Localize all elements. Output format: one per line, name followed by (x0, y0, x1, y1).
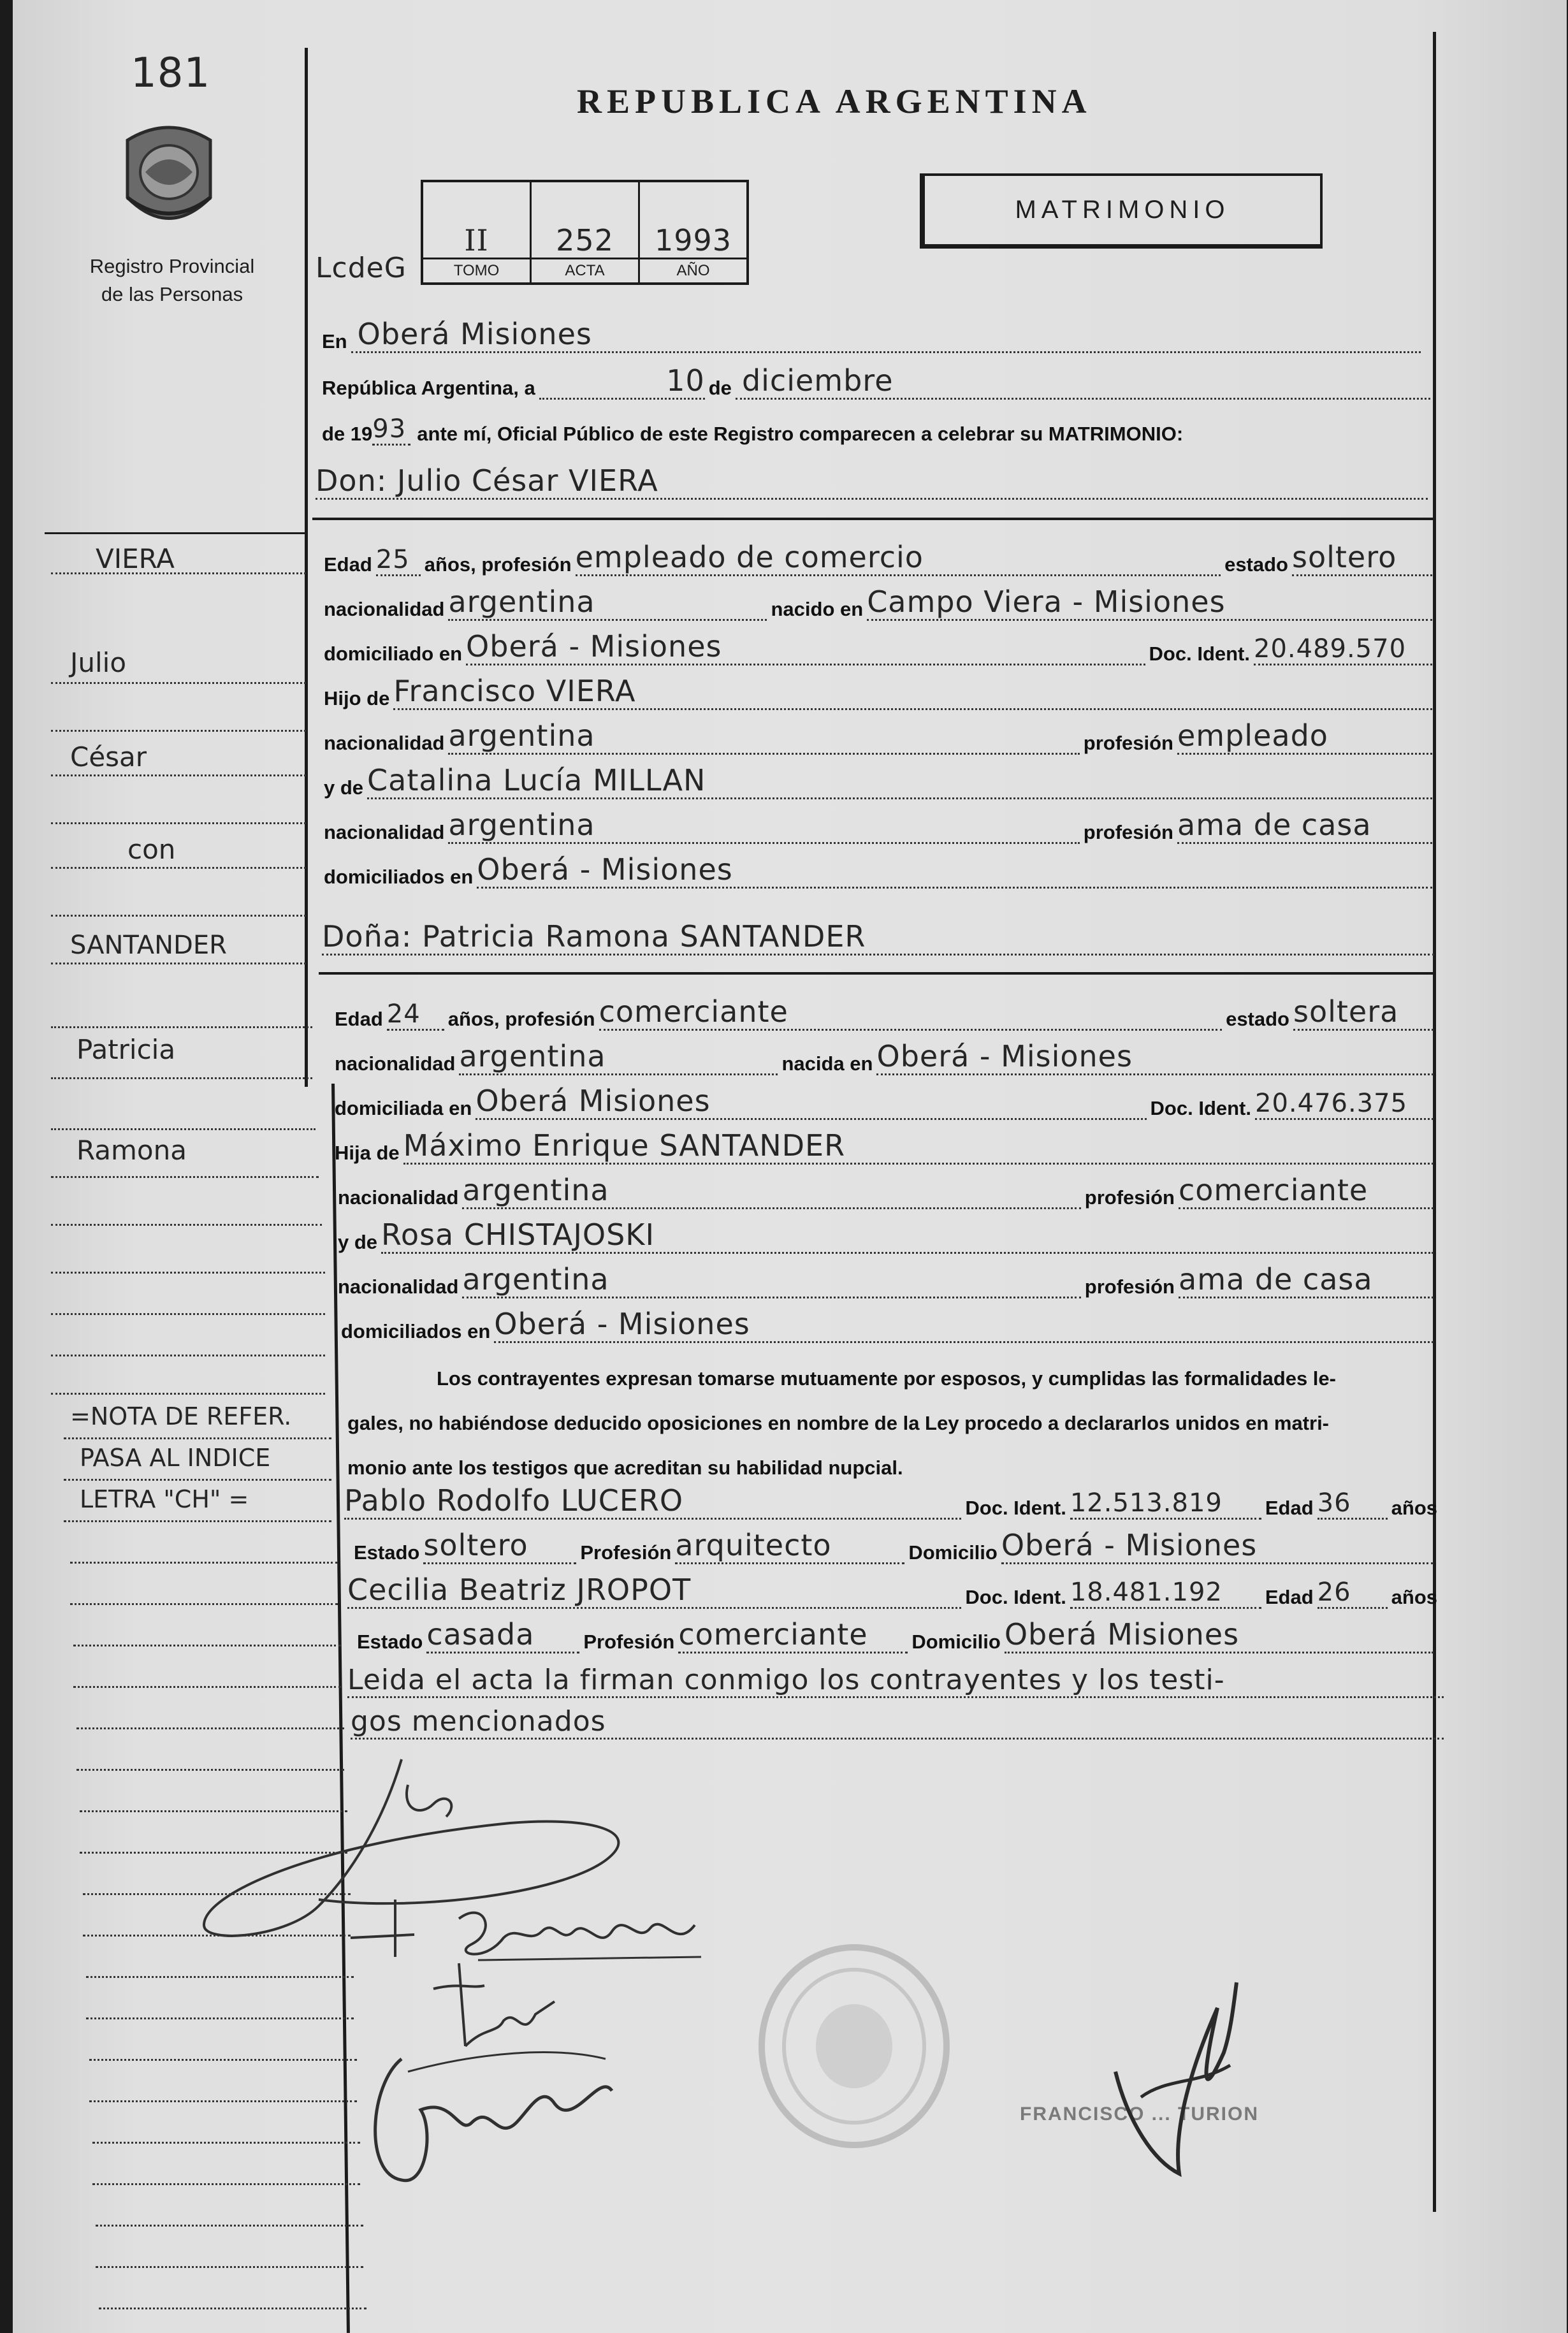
bride-row-6: y de Rosa CHISTAJOSKI (338, 1223, 1437, 1254)
declaration-line-2: gales, no habiéndose deducido oposiciones en nombre de la Ley procedo a declararlos unidos en matri- (347, 1412, 1330, 1434)
page-number: 181 (131, 50, 211, 97)
groom-row-5: nacionalidad argentina profesión empleado (324, 723, 1436, 755)
registry-line-1: Registro Provincial (89, 255, 255, 277)
coat-of-arms-seal (115, 121, 223, 236)
intro-month: diciembre (741, 363, 894, 398)
declaration-line-3: monio ante los testigos que acreditan su habilidad nupcial. (347, 1457, 903, 1479)
groom-row-4: Hijo de Francisco VIERA (324, 679, 1436, 710)
acta-value: 252 (556, 223, 614, 258)
margin-entry-1: VIERA (96, 543, 175, 574)
groom-row-6: y de Catalina Lucía MILLAN (324, 768, 1436, 799)
side-code: LcdeG (316, 252, 407, 284)
intro-statement-row: de 19 93 ante mí, Oficial Público de este Registro comparecen a celebrar su MATRIMONIO: (322, 414, 1184, 445)
margin-entry-2: Julio (70, 647, 127, 678)
witness-2-signature (363, 2033, 631, 2199)
right-border (1433, 32, 1436, 2212)
anio-label: AÑO (640, 258, 746, 282)
witness-2-name: Cecilia Beatriz JROPOT (347, 1573, 692, 1607)
groom-row-8: domiciliados en Oberá - Misiones (324, 857, 1436, 889)
margin-top-rule (45, 532, 306, 534)
bride-name: Doña: Patricia Ramona SANTANDER (322, 919, 866, 954)
bride-row-3: domiciliada en Oberá Misiones Doc. Ident. 20.476.375 (335, 1089, 1437, 1120)
tomo-label: TOMO (423, 258, 530, 282)
groom-row-1: Edad 25 años, profesión empleado de comercio estado soltero (324, 545, 1436, 576)
margin-note-3: LETRA "CH" = (80, 1485, 249, 1513)
bride-row-7: nacionalidad argentina profesión ama de casa (338, 1267, 1437, 1298)
intro-date-row: República Argentina, a 10 de diciembre (322, 368, 1434, 400)
witness-2-row-2: Estado casada Profesión comerciante Domicilio Oberá Misiones (357, 1622, 1437, 1653)
closing-line-1: Leida el acta la firman conmigo los contrayentes y los testi- (347, 1667, 1444, 1698)
intro-year: 93 (372, 414, 407, 444)
margin-entry-6: Patricia (76, 1034, 176, 1065)
witness-1-name: Pablo Rodolfo LUCERO (344, 1483, 684, 1518)
margin-entry-3: César (70, 741, 147, 773)
groom-row-7: nacionalidad argentina profesión ama de casa (324, 813, 1436, 844)
bride-row-4: Hija de Máximo Enrique SANTANDER (335, 1133, 1437, 1165)
witness-1-row-1: Pablo Rodolfo LUCERO Doc. Ident. 12.513.819 Edad 36 años (344, 1483, 1437, 1519)
groom-row-3: domiciliado en Oberá - Misiones Doc. Ident. 20.489.570 (324, 634, 1436, 665)
groom-name: Don: Julio César VIERA (316, 463, 658, 498)
margin-entry-5: SANTANDER (70, 931, 227, 960)
registry-line-2: de las Personas (101, 283, 243, 305)
intro-day: 10 (666, 363, 705, 398)
margin-entry-4: con (127, 834, 176, 865)
intro-place: Oberá Misiones (357, 317, 592, 351)
anio-value: 1993 (654, 223, 732, 258)
bride-row-5: nacionalidad argentina profesión comerciante (338, 1178, 1437, 1209)
tomo-value: II (464, 223, 489, 258)
acta-label: ACTA (532, 258, 638, 282)
groom-name-row (316, 463, 1428, 500)
margin-note-2: PASA AL INDICE (80, 1444, 271, 1472)
bride-row-8: domiciliados en Oberá - Misiones (341, 1312, 1437, 1343)
country-title: REPUBLICA ARGENTINA (577, 82, 1092, 120)
groom-row-2: nacionalidad argentina nacido en Campo Viera - Misiones (324, 590, 1436, 621)
witness-1-row-2: Estado soltero Profesión arquitecto Domicilio Oberá - Misiones (354, 1533, 1437, 1564)
margin-entry-7: Ramona (76, 1135, 187, 1166)
bride-name-row (322, 919, 1434, 956)
officer-stamp: FRANCISCO ... TURION (1020, 2104, 1259, 2125)
officer-signature (1103, 1970, 1249, 2180)
intro-place-row: En Oberá Misiones (322, 322, 1425, 353)
bride-row-2: nacionalidad argentina nacida en Oberá - Misiones (335, 1044, 1437, 1075)
act-type-box (920, 173, 1323, 249)
act-type: MATRIMONIO (1015, 196, 1230, 224)
witness-2-row-1: Cecilia Beatriz JROPOT Doc. Ident. 18.481.192 Edad 26 años (347, 1573, 1437, 1608)
closing-line-2: gos mencionados (351, 1708, 1444, 1740)
declaration-line-1: Los contrayentes expresan tomarse mutuamente por esposos, y cumplidas las formalidades le- (437, 1367, 1336, 1390)
groom-profession: empleado de comercio (575, 540, 924, 574)
record-id-table (421, 180, 749, 285)
official-seal (752, 1938, 956, 2155)
bride-row-1: Edad 24 años, profesión comerciante estado soltera (335, 999, 1437, 1031)
margin-divider (305, 48, 308, 1087)
margin-note-1: =NOTA DE REFER. (70, 1402, 292, 1430)
